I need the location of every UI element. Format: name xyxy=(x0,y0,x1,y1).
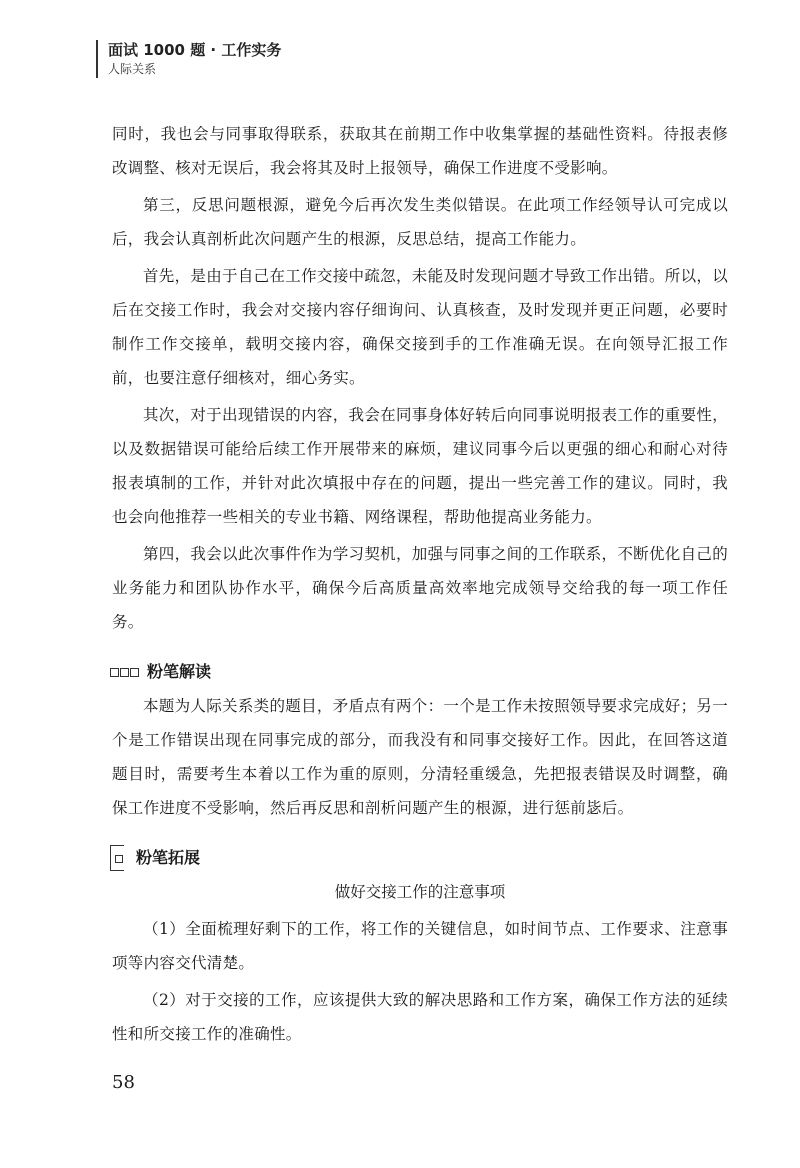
jiedu-paragraph: 本题为人际关系类的题目，矛盾点有两个：一个是工作未按照领导要求完成好；另一个是工作错误出现在同事完成的部分，而我没有和同事交接好工作。因此，在回答这道题目时，需要考生本着以工作为重的原则，分清轻重缓急，先把报表错误及时调整，确保工作进度不受影响，然后再反思和剖析问题产生的根源，进行惩前毖后。 xyxy=(112,697,728,817)
answer-paragraph: 第三，反思问题根源，避免今后再次发生类似错误。在此项工作经领导认可完成以后，我会认真剖析此次问题产生的根源，反思总结，提高工作能力。 xyxy=(112,196,728,248)
jiedu-heading-label: 粉笔解读 xyxy=(147,662,212,681)
section-title: 人际关系 xyxy=(108,62,157,76)
boxes-icon xyxy=(110,668,139,677)
tuozhan-heading xyxy=(110,841,728,875)
jiedu-heading xyxy=(110,655,728,689)
page-number: 58 xyxy=(112,1072,135,1093)
answer-paragraph: 其次，对于出现错误的内容，我会在同事身体好转后向同事说明报表工作的重要性，以及数据错误可能给后续工作开展带来的麻烦，建议同事今后以更强的细心和耐心对待报表填制的工作，并针对此次填报中存在的问题，提出一些完善工作的建议。同时，我也会向他推荐一些相关的专业书籍、网络课程，帮助他提高业务能力。 xyxy=(112,406,728,526)
tuozhan-item: （1）全面梳理好剩下的工作，将工作的关键信息，如时间节点、工作要求、注意事项等内容交代清楚。 xyxy=(112,920,728,972)
tuozhan-heading-label: 粉笔拓展 xyxy=(136,848,201,867)
running-header xyxy=(96,40,281,78)
bracket-icon xyxy=(110,845,124,871)
answer-paragraph: 同时，我也会与同事取得联系，获取其在前期工作中收集掌握的基础性资料。待报表修改调整、核对无误后，我会将其及时上报领导，确保工作进度不受影响。 xyxy=(112,125,728,177)
tuozhan-item: （2）对于交接的工作，应该提供大致的解决思路和工作方案，确保工作方法的延续性和所交接工作的准确性。 xyxy=(112,991,728,1043)
answer-paragraph: 第四，我会以此次事件作为学习契机，加强与同事之间的工作联系，不断优化自己的业务能力和团队协作水平，确保今后高质量高效率地完成领导交给我的每一项工作任务。 xyxy=(112,545,728,631)
tuozhan-subtitle: 做好交接工作的注意事项 xyxy=(334,883,506,901)
answer-paragraph: 首先，是由于自己在工作交接中疏忽，未能及时发现问题才导致工作出错。所以，以后在交接工作时，我会对交接内容仔细询问、认真核查，及时发现并更正问题，必要时制作工作交接单，载明交接内容，确保交接到手的工作准确无误。在向领导汇报工作前，也要注意仔细核对，细心务实。 xyxy=(112,267,728,387)
book-title: 面试 1000 题 · 工作实务 xyxy=(108,41,282,59)
page-content xyxy=(112,117,728,1054)
